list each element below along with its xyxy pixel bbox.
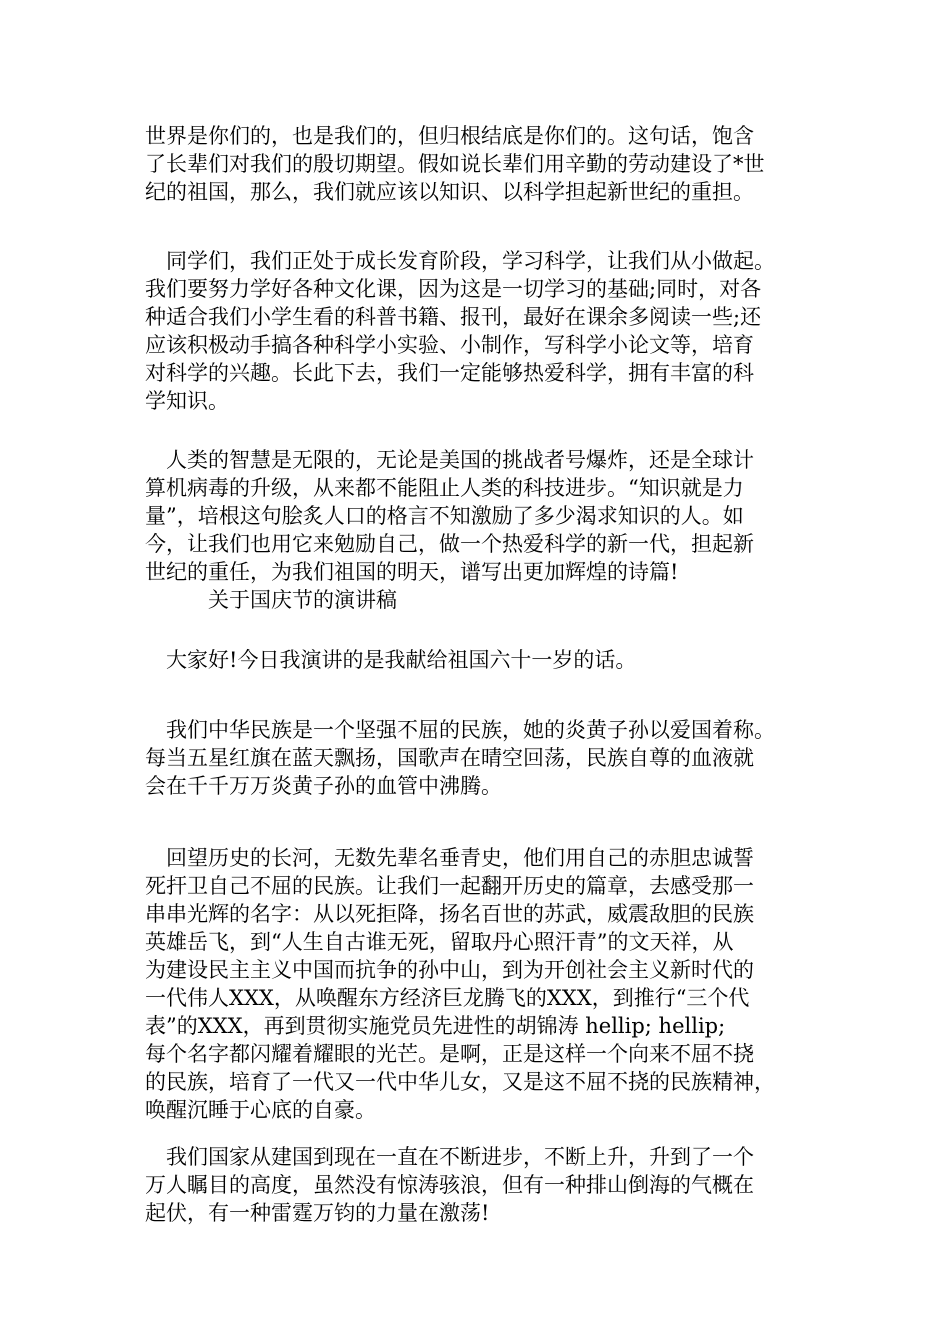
text-line: 大家好!今日我演讲的是我献给祖国六十一岁的话。 <box>145 648 637 672</box>
text-line: 量”，培根这句脍炙人口的格言不知激励了多少渴求知识的人。如 <box>145 504 744 528</box>
text-line: 的民族，培育了一代又一代中华儿女，又是这不屈不挠的民族精神， <box>145 1070 775 1094</box>
text-line: 同学们，我们正处于成长发育阶段，学习科学，让我们从小做起。 <box>145 249 775 273</box>
text-line: 回望历史的长河，无数先辈名垂青史，他们用自己的赤胆忠诚誓 <box>145 846 754 870</box>
text-line: 串串光辉的名字：从以死拒降，扬名百世的苏武，威震敌胆的民族 <box>145 902 754 926</box>
paragraph-1 <box>145 122 825 206</box>
text-line: 死扞卫自己不屈的民族。让我们一起翻开历史的篇章，去感受那一 <box>145 874 754 898</box>
text-line: 我们国家从建国到现在一直在不断进步，不断上升，升到了一个 <box>145 1145 754 1169</box>
text-line: 算机病毒的升级，从来都不能阻止人类的科技进步。“知识就是力 <box>145 476 744 500</box>
text-line: 表”的XXX，再到贯彻实施党员先进性的胡锦涛 hellip; hellip; <box>145 1014 726 1038</box>
text-line: 对科学的兴趣。长此下去，我们一定能够热爱科学，拥有丰富的科 <box>145 361 754 385</box>
text-line: 今，让我们也用它来勉励自己，做一个热爱科学的新一代，担起新 <box>145 532 754 556</box>
text-line: 种适合我们小学生看的科普书籍、报刊，最好在课余多阅读一些;还 <box>145 305 762 329</box>
text-line: 人类的智慧是无限的，无论是美国的挑战者号爆炸，还是全球计 <box>145 448 754 472</box>
text-line: 纪的祖国，那么，我们就应该以知识、以科学担起新世纪的重担。 <box>145 180 754 204</box>
text-line: 世界是你们的，也是我们的，但归根结底是你们的。这句话，饱含 <box>145 124 754 148</box>
paragraph-7 <box>145 1143 825 1227</box>
text-line: 每个名字都闪耀着耀眼的光芒。是啊，正是这样一个向来不屈不挠 <box>145 1042 754 1066</box>
paragraph-4 <box>145 646 825 674</box>
paragraph-2 <box>145 247 825 415</box>
text-line: 我们中华民族是一个坚强不屈的民族，她的炎黄子孙以爱国着称。 <box>145 718 775 742</box>
text-line: 每当五星红旗在蓝天飘扬，国歌声在晴空回荡，民族自尊的血液就 <box>145 746 754 770</box>
paragraph-5 <box>145 716 825 800</box>
text-line: 世纪的重任，为我们祖国的明天，谱写出更加辉煌的诗篇! <box>145 560 679 584</box>
text-line: 唤醒沉睡于心底的自豪。 <box>145 1098 376 1122</box>
text-line: 应该积极动手搞各种科学小实验、小制作，写科学小论文等，培育 <box>145 333 754 357</box>
text-line: 英雄岳飞，到“人生自古谁无死，留取丹心照汗青”的文天祥，从 <box>145 930 734 954</box>
text-line: 万人瞩目的高度，虽然没有惊涛骇浪，但有一种排山倒海的气概在 <box>145 1173 754 1197</box>
paragraph-6 <box>145 844 825 1124</box>
text-line: 起伏，有一种雷霆万钧的力量在激荡! <box>145 1201 490 1225</box>
paragraph-3 <box>145 446 825 614</box>
text-line: 了长辈们对我们的殷切期望。假如说长辈们用辛勤的劳动建设了*世 <box>145 152 765 176</box>
text-line: 会在千千万万炎黄子孙的血管中沸腾。 <box>145 774 502 798</box>
section-heading: 关于国庆节的演讲稿 <box>145 588 397 612</box>
text-line: 学知识。 <box>145 389 229 413</box>
text-line: 为建设民主主义中国而抗争的孙中山，到为开创社会主义新时代的 <box>145 958 754 982</box>
text-line: 我们要努力学好各种文化课，因为这是一切学习的基础;同时，对各 <box>145 277 762 301</box>
text-line: 一代伟人XXX，从唤醒东方经济巨龙腾飞的XXX，到推行“三个代 <box>145 986 750 1010</box>
